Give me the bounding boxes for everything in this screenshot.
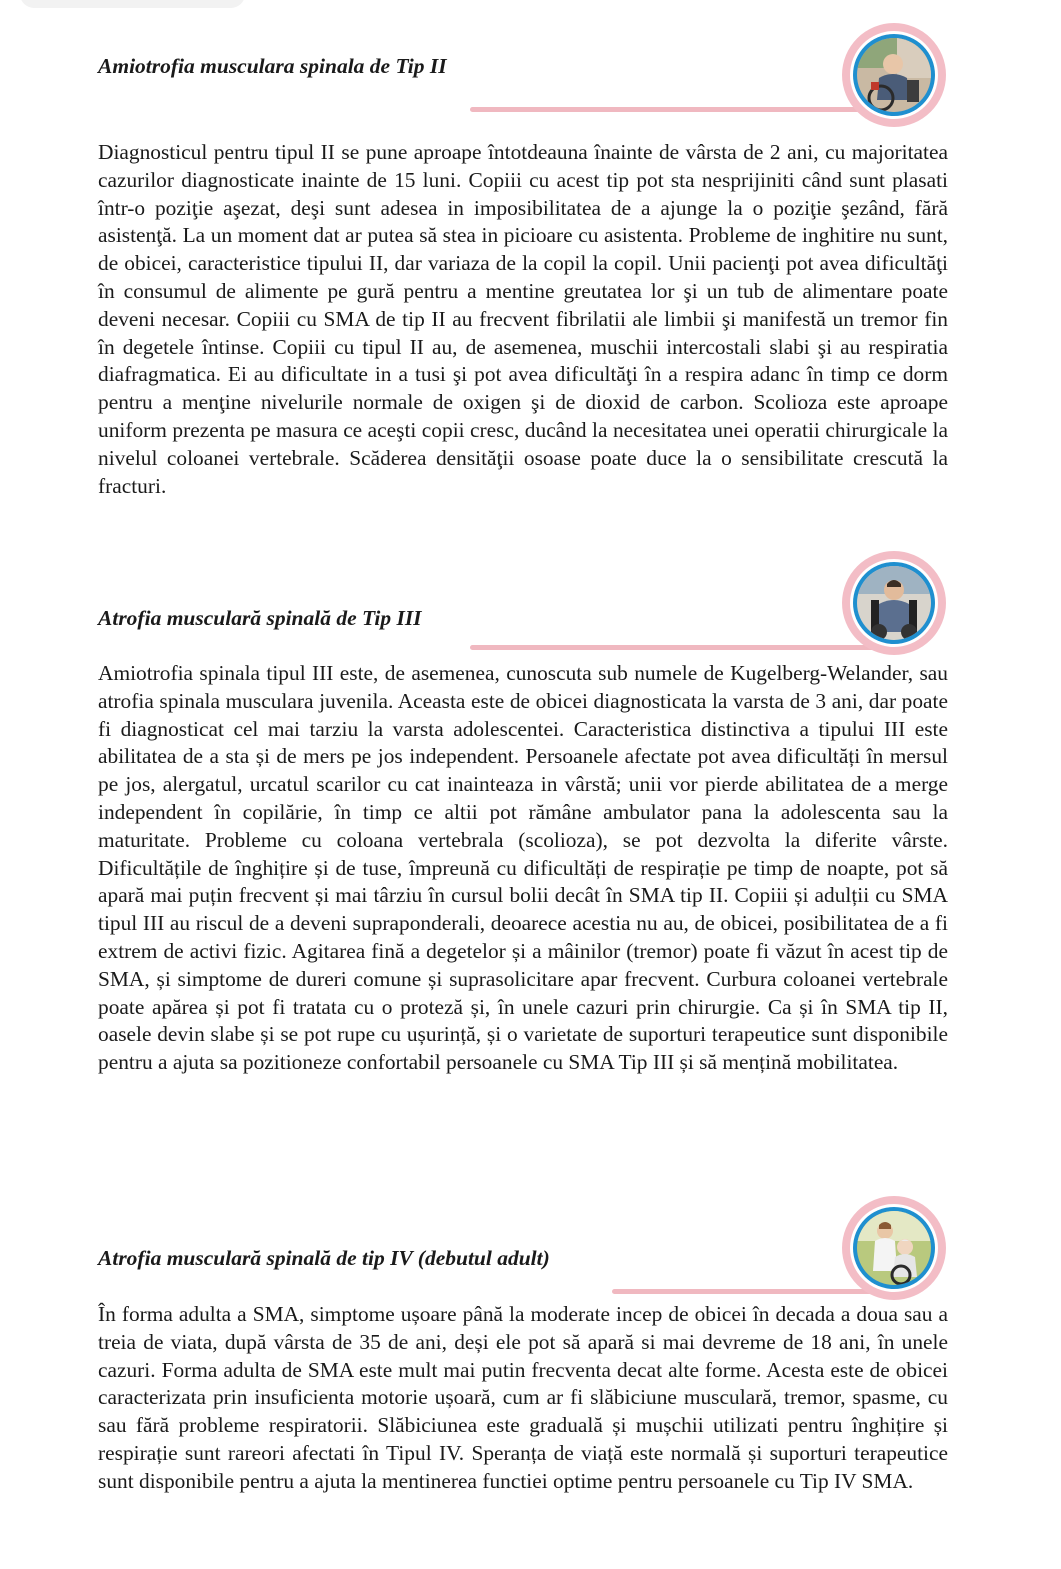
child-in-wheelchair-photo-icon <box>857 38 931 112</box>
section-heading: Amiotrofia musculara spinala de Tip II <box>98 54 447 78</box>
section-photo-badge <box>842 1196 946 1300</box>
section-photo-badge <box>842 551 946 655</box>
section-body: În forma adulta a SMA, simptome ușoare până la moderate incep de obicei în decada a doua sau a treia de viata, după vârsta de 35 de ani, deși ele pot să apară si mai devreme de 18 ani, în unele cazuri. Forma adulta de SMA este mult mai putin frecventa decat alte forme. Acesta este de obicei caracterizata prin insuficienta motorie ușoară, cum ar fi slăbiciune musculară, tremor, spasme, cu sau fără probleme respiratorii. Slăbiciunea este graduală și mușchii utilizati pentru înghițire și respirație sunt rareori afectati în Tipul IV. Speranța de viață este normală și suporturi terapeutice sunt disponibile pentru a ajuta la mentinerea functiei optime pentru persoanele cu Tip IV SMA. <box>98 1302 948 1493</box>
top-tab-decoration <box>20 0 245 8</box>
section-heading: Atrofia musculară spinală de tip IV (debutul adult) <box>98 1246 550 1270</box>
section-heading: Atrofia musculară spinală de Tip III <box>98 606 422 630</box>
section-body: Diagnosticul pentru tipul II se pune aproape întotdeauna înainte de vârsta de 2 ani, cu majoritatea cazurilor diagnosticate inainte de 15 luni. Copiii cu acest tip pot sta nesprijiniti când sunt plasati într-o poziţie aşezat, deşi sunt adesea in imposibilitatea de a ajunge la o poziţie şezând, fără asistenţă. La un moment dat ar putea să stea in picioare cu asistenta. Probleme de inghitire nu sunt, de obicei, caracteristice tipului II, dar variaza de la copil la copil. Unii pacienţi pot avea dificultăţi în consumul de alimente pe gură pentru a mentine greutatea lor şi un tub de alimentare poate deveni necesar. Copiii cu SMA de tip II au frecvent fibrilatii ale limbii şi manifestă un tremor fin în degetele întinse. Copiii cu tipul II au, de asemenea, muschii intercostali slabi şi au respiratia diafragmatica. Ei au dificultate in a tusi şi pot avea dificultăţi în a respira adanc în timp ce dorm pentru a menţine nivelurile normale de oxigen şi de dioxid de carbon. Scolioza este aproape uniform prezenta pe masura ce aceşti copii cresc, ducând la necesitatea unei operatii chirurgicale la nivelul coloanei vertebrale. Scăderea densităţii osoase poate duce la o sensibilitate crescută la fracturi. <box>98 140 948 498</box>
heading-underline <box>470 645 890 650</box>
section-body: Amiotrofia spinala tipul III este, de asemenea, cunoscuta sub numele de Kugelberg-Welander, sau atrofia spinala musculara juvenila. Aceasta este de obicei diagnosticata la varsta de 3 ani, dar poate fi diagnosticat cel mai tarziu la varsta adolescentei. Caracteristica distinctiva a tipului III este abilitatea de a sta și de mers pe jos independent. Persoanele afectate pot avea dificultăți în mersul pe jos, alergatul, urcatul scarilor cu cat inainteaza in vârstă; unii vor pierde abilitatea de a merge independent în copilărie, în timp ce altii pot rămâne ambulator pana la adolescenta sau la maturitate. Probleme cu coloana vertebrala (scolioza), se pot dezvolta la diferite vârste. Dificultățile de înghițire și de tuse, împreună cu dificultăți de respirație pe timp de noapte, pot să apară mai puțin frecvent și mai târziu în cursul bolii decât în SMA tip II. Copiii și adulții cu SMA tipul III au riscul de a deveni supraponderali, deoarece acestia nu au, de obicei, posibilitatea de a fi extrem de activi fizic. Agitarea fină a degetelor și a mâinilor (tremor) poate fi văzut în acest tip de SMA, și simptome de dureri comune și suprasolicitare apar frecvent. Curbura coloanei vertebrale poate apărea și pot fi tratata cu o proteză și, în unele cazuri prin chirurgie. Ca și în SMA tip II, oasele devin slabe și se pot rupe cu ușurință, și o varietate de suporturi terapeutice sunt disponibile pentru a ajuta sa pozitioneze confortabil persoanele cu SMA Tip III și să mențină mobilitatea. <box>98 661 948 1075</box>
nurse-and-elderly-wheelchair-photo-icon <box>857 1211 931 1285</box>
heading-underline <box>470 107 890 112</box>
section-photo-badge <box>842 23 946 127</box>
heading-underline <box>612 1289 890 1294</box>
man-in-power-wheelchair-photo-icon <box>857 566 931 640</box>
